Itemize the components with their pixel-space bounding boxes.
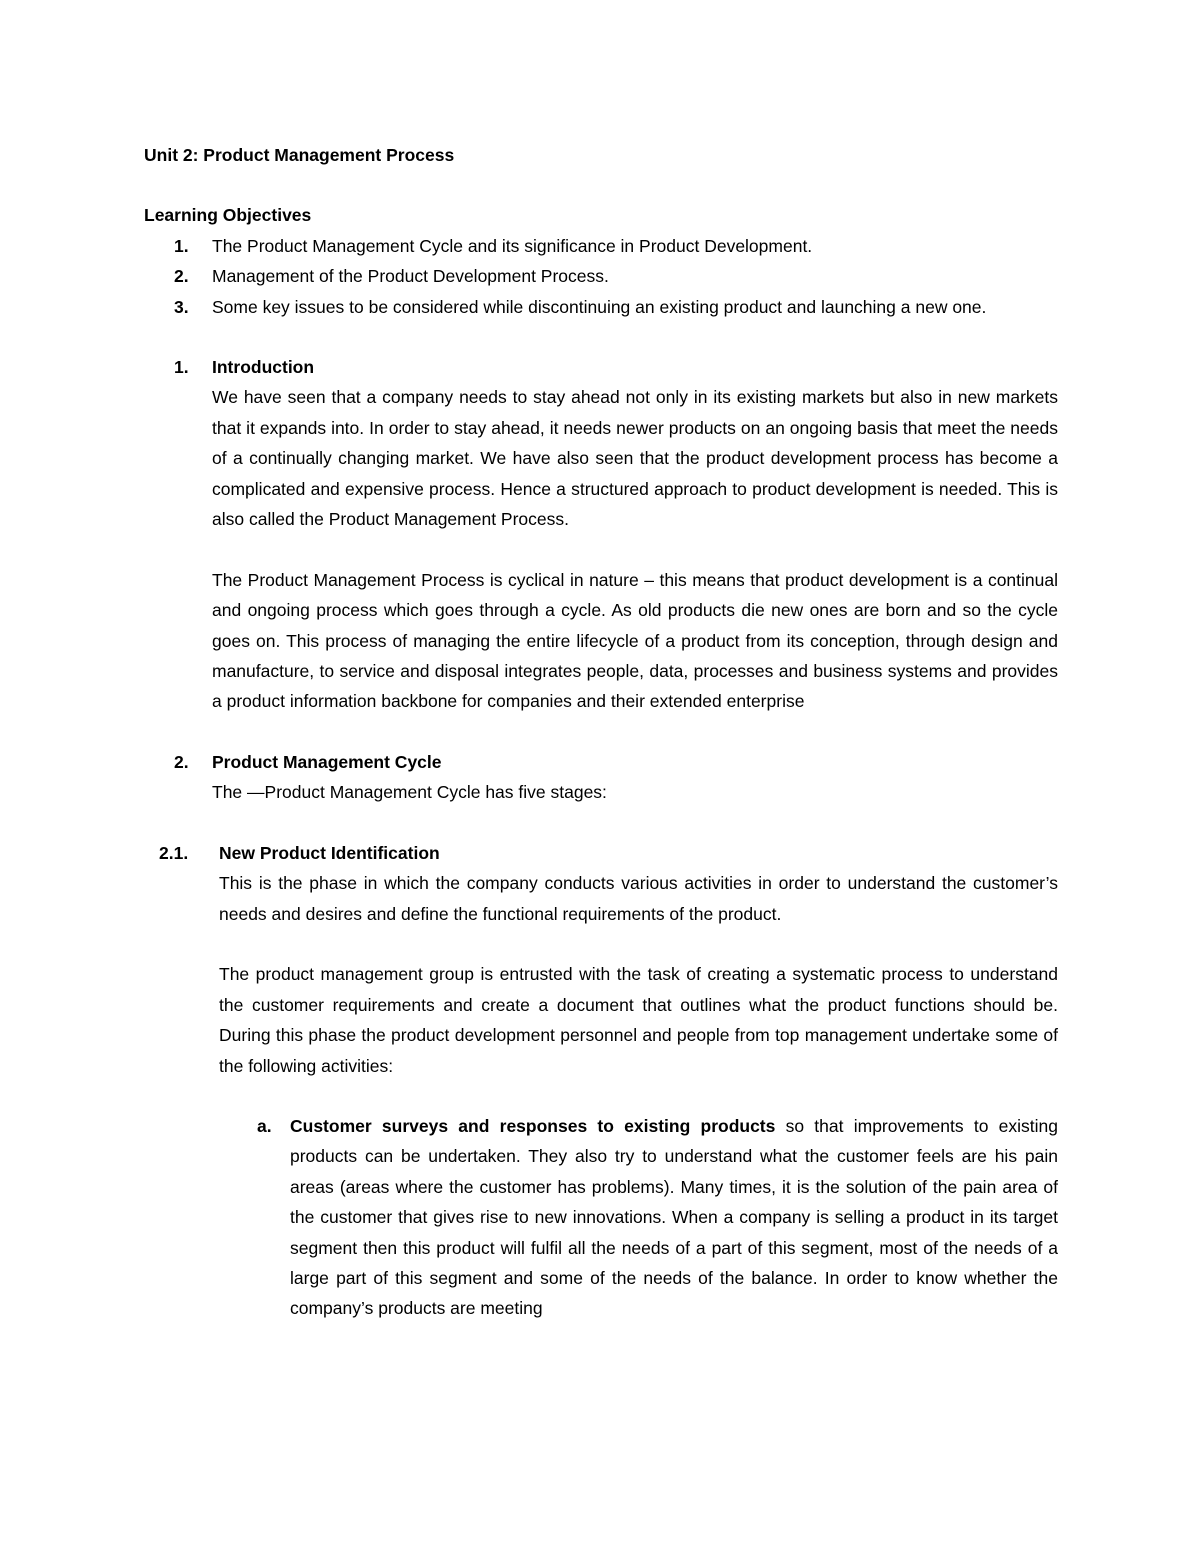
learning-objectives-list bbox=[144, 231, 1058, 322]
learning-objectives-heading: Learning Objectives bbox=[144, 205, 312, 226]
paragraph: The ―Product Management Cycle has five stages: bbox=[212, 782, 607, 803]
list-item-text: Some key issues to be considered while discontinuing an existing product and launching a new one. bbox=[212, 296, 987, 317]
activity-letter: a. bbox=[257, 1115, 272, 1136]
document-body bbox=[144, 140, 1058, 1324]
list-item bbox=[144, 292, 1058, 322]
section-introduction bbox=[144, 352, 1058, 717]
list-item-number: 1. bbox=[174, 235, 189, 256]
activity-paragraph bbox=[290, 1111, 1058, 1324]
paragraph: The Product Management Process is cyclical in nature – this means that product development is a continual and ongoing process which goes through a cycle. As old products die new ones are born and so the cycle goes on. This process of managing the entire lifecycle of a product from its conception, through design and manufacture, to service and disposal integrates people, data, processes and business systems and provides a product information backbone for companies and their extended enterprise bbox=[212, 569, 1058, 712]
section-heading: Introduction bbox=[212, 357, 315, 378]
section-product-management-cycle bbox=[144, 747, 1058, 808]
list-item bbox=[144, 231, 1058, 261]
list-item-text: Management of the Product Development Process. bbox=[212, 266, 609, 287]
subsection-new-product-identification bbox=[144, 838, 1058, 1081]
paragraph: This is the phase in which the company conducts various activities in order to understand the customer’s needs and desires and define the functional requirements of the product. bbox=[219, 873, 1058, 924]
list-item bbox=[144, 261, 1058, 291]
list-item-number: 3. bbox=[174, 296, 189, 317]
section-number: 1. bbox=[174, 357, 189, 378]
paragraph: We have seen that a company needs to stay ahead not only in its existing markets but also in new markets that it expands into. In order to stay ahead, it needs newer products on an ongoing basis that meet the needs of a continually changing market. We have also seen that the product development process has become a complicated and expensive process. Hence a structured approach to product development is needed. This is also called the Product Management Process. bbox=[212, 387, 1058, 530]
document-title: Unit 2: Product Management Process bbox=[144, 145, 455, 165]
subsection-heading: New Product Identification bbox=[219, 842, 440, 863]
activity-text: so that improvements to existing products can be undertaken. They also try to understand what the customer feels are his pain areas (areas where the customer has problems). Many times, it is the solution of the pain area of the customer that gives rise to new innovations. When a company is selling a product in its target segment then this product will fulfil all the needs of a part of this segment, most of the needs of a large part of this segment and some of the needs of the balance. In order to know whether the company’s products are meeting bbox=[290, 1115, 1059, 1319]
activity-lead: Customer surveys and responses to existing products bbox=[290, 1115, 776, 1136]
paragraph: The product management group is entrusted with the task of creating a systematic process to understand the customer requirements and create a document that outlines what the product functions should be. During this phase the product development personnel and people from top management undertake some of the following activities: bbox=[219, 964, 1058, 1076]
section-heading: Product Management Cycle bbox=[212, 751, 442, 772]
list-item-number: 2. bbox=[174, 266, 189, 287]
list-item-text: The Product Management Cycle and its significance in Product Development. bbox=[212, 235, 813, 256]
activity-item-a bbox=[144, 1111, 1058, 1324]
subsection-number: 2.1. bbox=[159, 842, 189, 863]
section-number: 2. bbox=[174, 751, 189, 772]
